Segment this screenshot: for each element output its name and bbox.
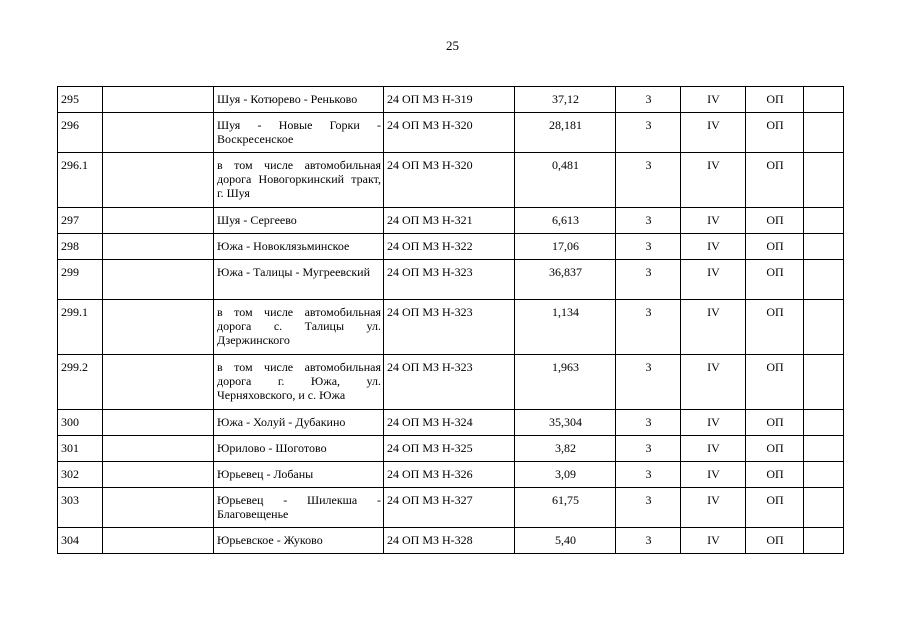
blank-cell bbox=[103, 436, 214, 462]
table-body bbox=[58, 87, 844, 554]
note-cell bbox=[804, 410, 844, 436]
lanes-cell: 3 bbox=[616, 410, 681, 436]
page-number: 25 bbox=[446, 38, 459, 53]
road-length-cell: 0,481 bbox=[515, 153, 616, 208]
note-cell bbox=[804, 488, 844, 528]
significance-cell: ОП bbox=[746, 528, 804, 554]
blank-cell bbox=[103, 488, 214, 528]
lanes-cell: 3 bbox=[616, 87, 681, 113]
row-number-cell: 301 bbox=[58, 436, 103, 462]
lanes-cell: 3 bbox=[616, 153, 681, 208]
category-cell: IV bbox=[681, 462, 746, 488]
row-number-cell: 296 bbox=[58, 113, 103, 153]
table-row bbox=[58, 436, 844, 462]
road-length-cell: 61,75 bbox=[515, 488, 616, 528]
row-number-cell: 299.1 bbox=[58, 300, 103, 355]
road-code-cell: 24 ОП МЗ Н-327 bbox=[384, 488, 515, 528]
note-cell bbox=[804, 436, 844, 462]
note-cell bbox=[804, 153, 844, 208]
note-cell bbox=[804, 300, 844, 355]
table-row bbox=[58, 488, 844, 528]
category-cell: IV bbox=[681, 234, 746, 260]
significance-cell: ОП bbox=[746, 462, 804, 488]
lanes-cell: 3 bbox=[616, 355, 681, 410]
road-code-cell: 24 ОП МЗ Н-326 bbox=[384, 462, 515, 488]
table-row bbox=[58, 153, 844, 208]
road-length-cell: 35,304 bbox=[515, 410, 616, 436]
road-length-cell: 1,134 bbox=[515, 300, 616, 355]
blank-cell bbox=[103, 260, 214, 300]
blank-cell bbox=[103, 153, 214, 208]
road-length-cell: 1,963 bbox=[515, 355, 616, 410]
lanes-cell: 3 bbox=[616, 113, 681, 153]
road-name-cell: Юрьевское - Жуково bbox=[214, 528, 384, 554]
lanes-cell: 3 bbox=[616, 462, 681, 488]
road-length-cell: 3,82 bbox=[515, 436, 616, 462]
category-cell: IV bbox=[681, 436, 746, 462]
significance-cell: ОП bbox=[746, 234, 804, 260]
note-cell bbox=[804, 87, 844, 113]
road-code-cell: 24 ОП МЗ Н-323 bbox=[384, 355, 515, 410]
road-code-cell: 24 ОП МЗ Н-323 bbox=[384, 260, 515, 300]
significance-cell: ОП bbox=[746, 488, 804, 528]
lanes-cell: 3 bbox=[616, 300, 681, 355]
road-length-cell: 28,181 bbox=[515, 113, 616, 153]
road-code-cell: 24 ОП МЗ Н-320 bbox=[384, 153, 515, 208]
blank-cell bbox=[103, 234, 214, 260]
table-row bbox=[58, 260, 844, 300]
table-row bbox=[58, 528, 844, 554]
road-code-cell: 24 ОП МЗ Н-324 bbox=[384, 410, 515, 436]
row-number-cell: 299 bbox=[58, 260, 103, 300]
blank-cell bbox=[103, 410, 214, 436]
table-row bbox=[58, 300, 844, 355]
roads-table bbox=[57, 86, 844, 554]
road-length-cell: 5,40 bbox=[515, 528, 616, 554]
category-cell: IV bbox=[681, 87, 746, 113]
row-number-cell: 298 bbox=[58, 234, 103, 260]
road-code-cell: 24 ОП МЗ Н-325 bbox=[384, 436, 515, 462]
row-number-cell: 304 bbox=[58, 528, 103, 554]
road-name-cell: Юрилово - Шоготово bbox=[214, 436, 384, 462]
category-cell: IV bbox=[681, 113, 746, 153]
category-cell: IV bbox=[681, 153, 746, 208]
significance-cell: ОП bbox=[746, 300, 804, 355]
table-row bbox=[58, 208, 844, 234]
road-name-cell: в том числе автомобильная дорога с. Талицы ул. Дзержинского bbox=[214, 300, 384, 355]
significance-cell: ОП bbox=[746, 208, 804, 234]
row-number-cell: 296.1 bbox=[58, 153, 103, 208]
lanes-cell: 3 bbox=[616, 436, 681, 462]
note-cell bbox=[804, 113, 844, 153]
row-number-cell: 302 bbox=[58, 462, 103, 488]
significance-cell: ОП bbox=[746, 87, 804, 113]
category-cell: IV bbox=[681, 528, 746, 554]
category-cell: IV bbox=[681, 300, 746, 355]
significance-cell: ОП bbox=[746, 153, 804, 208]
table-row bbox=[58, 355, 844, 410]
lanes-cell: 3 bbox=[616, 208, 681, 234]
road-name-cell: Южа - Талицы - Мугреевский bbox=[214, 260, 384, 300]
note-cell bbox=[804, 355, 844, 410]
blank-cell bbox=[103, 355, 214, 410]
row-number-cell: 295 bbox=[58, 87, 103, 113]
row-number-cell: 297 bbox=[58, 208, 103, 234]
road-name-cell: Шуя - Новые Горки - Воскресенское bbox=[214, 113, 384, 153]
road-length-cell: 3,09 bbox=[515, 462, 616, 488]
table-row bbox=[58, 234, 844, 260]
road-name-cell: Юрьевец - Лобаны bbox=[214, 462, 384, 488]
road-name-cell: в том числе автомобильная дорога Новогоркинский тракт, г. Шуя bbox=[214, 153, 384, 208]
note-cell bbox=[804, 208, 844, 234]
note-cell bbox=[804, 462, 844, 488]
lanes-cell: 3 bbox=[616, 528, 681, 554]
road-code-cell: 24 ОП МЗ Н-320 bbox=[384, 113, 515, 153]
lanes-cell: 3 bbox=[616, 488, 681, 528]
lanes-cell: 3 bbox=[616, 260, 681, 300]
category-cell: IV bbox=[681, 260, 746, 300]
note-cell bbox=[804, 260, 844, 300]
row-number-cell: 300 bbox=[58, 410, 103, 436]
significance-cell: ОП bbox=[746, 113, 804, 153]
category-cell: IV bbox=[681, 488, 746, 528]
significance-cell: ОП bbox=[746, 260, 804, 300]
category-cell: IV bbox=[681, 355, 746, 410]
table-row bbox=[58, 410, 844, 436]
category-cell: IV bbox=[681, 410, 746, 436]
significance-cell: ОП bbox=[746, 410, 804, 436]
note-cell bbox=[804, 528, 844, 554]
road-name-cell: Шуя - Сергеево bbox=[214, 208, 384, 234]
road-name-cell: Юрьевец - Шилекша - Благовещенье bbox=[214, 488, 384, 528]
road-length-cell: 36,837 bbox=[515, 260, 616, 300]
road-name-cell: в том числе автомобильная дорога г. Южа, ул. Черняховского, и с. Южа bbox=[214, 355, 384, 410]
road-code-cell: 24 ОП МЗ Н-328 bbox=[384, 528, 515, 554]
road-name-cell: Южа - Холуй - Дубакино bbox=[214, 410, 384, 436]
road-code-cell: 24 ОП МЗ Н-323 bbox=[384, 300, 515, 355]
note-cell bbox=[804, 234, 844, 260]
blank-cell bbox=[103, 208, 214, 234]
road-length-cell: 37,12 bbox=[515, 87, 616, 113]
road-name-cell: Шуя - Котюрево - Реньково bbox=[214, 87, 384, 113]
table-row bbox=[58, 462, 844, 488]
row-number-cell: 303 bbox=[58, 488, 103, 528]
category-cell: IV bbox=[681, 208, 746, 234]
blank-cell bbox=[103, 462, 214, 488]
road-length-cell: 17,06 bbox=[515, 234, 616, 260]
road-code-cell: 24 ОП МЗ Н-321 bbox=[384, 208, 515, 234]
road-length-cell: 6,613 bbox=[515, 208, 616, 234]
road-name-cell: Южа - Новоклязьминское bbox=[214, 234, 384, 260]
blank-cell bbox=[103, 113, 214, 153]
table-row bbox=[58, 113, 844, 153]
significance-cell: ОП bbox=[746, 436, 804, 462]
blank-cell bbox=[103, 87, 214, 113]
row-number-cell: 299.2 bbox=[58, 355, 103, 410]
blank-cell bbox=[103, 300, 214, 355]
blank-cell bbox=[103, 528, 214, 554]
road-code-cell: 24 ОП МЗ Н-322 bbox=[384, 234, 515, 260]
significance-cell: ОП bbox=[746, 355, 804, 410]
table-row bbox=[58, 87, 844, 113]
road-code-cell: 24 ОП МЗ Н-319 bbox=[384, 87, 515, 113]
lanes-cell: 3 bbox=[616, 234, 681, 260]
